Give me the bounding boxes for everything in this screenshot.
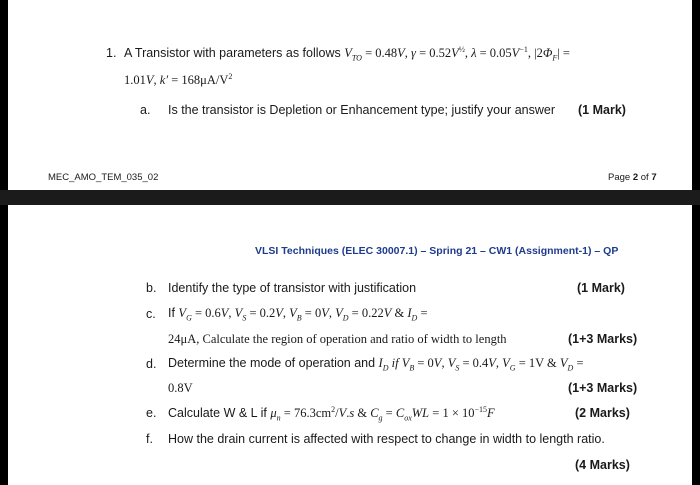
question-b-text: Identify the type of transistor with justification bbox=[168, 281, 417, 295]
question-b-marks: (1 Mark) bbox=[577, 281, 625, 295]
question-1-number: 1. bbox=[106, 46, 117, 60]
question-f-marks: (4 Marks) bbox=[575, 458, 630, 472]
question-e-marks: (2 Marks) bbox=[575, 406, 630, 420]
question-d-line-1: Determine the mode of operation and $I_D$ if $V_B = 0V$, $V_S = 0.4V$, $V_G = 1V$ & $V_D$ = bbox=[168, 356, 584, 373]
question-f-letter: f. bbox=[146, 432, 153, 446]
question-d-letter: d. bbox=[146, 357, 157, 371]
question-a-marks: (1 Mark) bbox=[578, 103, 626, 117]
question-1-line-2: 1.01V, $k' = 168\mu A/V^2$ bbox=[124, 72, 233, 88]
question-d-marks: (1+3 Marks) bbox=[568, 381, 638, 395]
page-header: VLSI Techniques (ELEC 30007.1) – Spring 21 – CW1 (Assignment-1) – QP bbox=[255, 245, 619, 257]
question-e-text: Calculate W & L if $\mu_n = 76.3cm^2/V.s$ & $C_g = C_{ox}WL = 1 \times 10^{-15}F$ bbox=[168, 405, 495, 423]
question-c-letter: c. bbox=[146, 307, 156, 321]
question-a-letter: a. bbox=[140, 103, 151, 117]
question-1-line-1: A Transistor with parameters as follows $V_{TO} = 0.48V$, $\gamma = 0.52V^{\frac{1}{2}}$, $\lambda = 0.05V^{-1}$, $|2\Phi_F|$ = bbox=[124, 45, 570, 63]
page-separator bbox=[0, 190, 700, 205]
right-edge bbox=[692, 0, 700, 485]
question-b-letter: b. bbox=[146, 281, 157, 295]
question-e-letter: e. bbox=[146, 406, 157, 420]
question-c-line-1: If $V_G = 0.6V$, $V_S = 0.2V$, $V_B = 0V$, $V_D = 0.22V$ & $I_D$ = bbox=[168, 306, 428, 323]
question-f-text: How the drain current is affected with respect to change in width to length ratio. bbox=[168, 432, 605, 446]
question-a-text: Is the transistor is Depletion or Enhancement type; justify your answer bbox=[168, 103, 555, 117]
footer-code: MEC_AMO_TEM_035_02 bbox=[48, 172, 159, 183]
left-edge bbox=[0, 0, 8, 485]
question-c-line-2: 24μA, Calculate the region of operation and ratio of width to length bbox=[168, 332, 507, 346]
footer-page-number: Page 2 of 7 bbox=[608, 172, 657, 183]
question-d-line-2: 0.8V bbox=[168, 381, 193, 395]
question-c-marks: (1+3 Marks) bbox=[568, 332, 638, 346]
